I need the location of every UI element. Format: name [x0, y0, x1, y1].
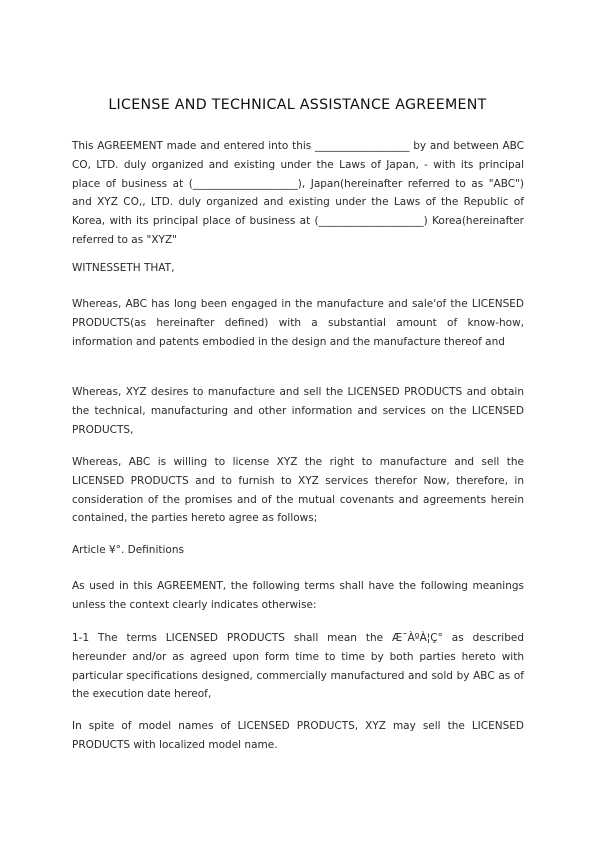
definitions-intro-paragraph: As used in this AGREEMENT, the following terms shall have the following meanings unless the context clearly indicates otherwise:: [72, 580, 524, 611]
article-heading: Article ¥°. Definitions: [72, 544, 184, 556]
recital-paragraph-1: Whereas, ABC has long been engaged in the manufacture and sale'of the LICENSED PRODUCTS(as hereinafter defined) with a substantial amount of know-how, information and patents embodied in the design and the manufacture thereof and: [72, 298, 524, 348]
preamble-paragraph: This AGREEMENT made and entered into this __________________ by and between ABC CO, LTD. duly organized and existing under the Laws of Japan, - with its principal place of business at (____________________), Japan(hereinafter referred to as "ABC") and XYZ CO,, LTD. duly organized and existing under the Laws of the Republic of Korea, with its principal place of business at (____________________) Korea(hereinafter referred to as "XYZ": [72, 140, 524, 246]
definition-1-1-paragraph: 1-1 The terms LICENSED PRODUCTS shall mean the Æ¯ÀºÀ¦Ç° as described hereunder and/or as agreed upon form time to time by both parties hereto with particular specifications designed, commercially manufactured and sold by ABC as of the execution date hereof,: [72, 632, 524, 701]
model-name-paragraph: In spite of model names of LICENSED PRODUCTS, XYZ may sell the LICENSED PRODUCTS with localized model name.: [72, 720, 524, 751]
document-title: LICENSE AND TECHNICAL ASSISTANCE AGREEMENT: [108, 97, 487, 113]
witnesseth-heading: WITNESSETH THAT,: [72, 262, 175, 274]
recital-paragraph-2: Whereas, XYZ desires to manufacture and sell the LICENSED PRODUCTS and obtain the technical, manufacturing and other information and services on the LICENSED PRODUCTS,: [72, 386, 524, 436]
recital-paragraph-3: Whereas, ABC is willing to license XYZ the right to manufacture and sell the LICENSED PRODUCTS and to furnish to XYZ services therefor Now, therefore, in consideration of the promises and of the mutual covenants and agreements herein contained, the parties hereto agree as follows;: [72, 456, 524, 525]
